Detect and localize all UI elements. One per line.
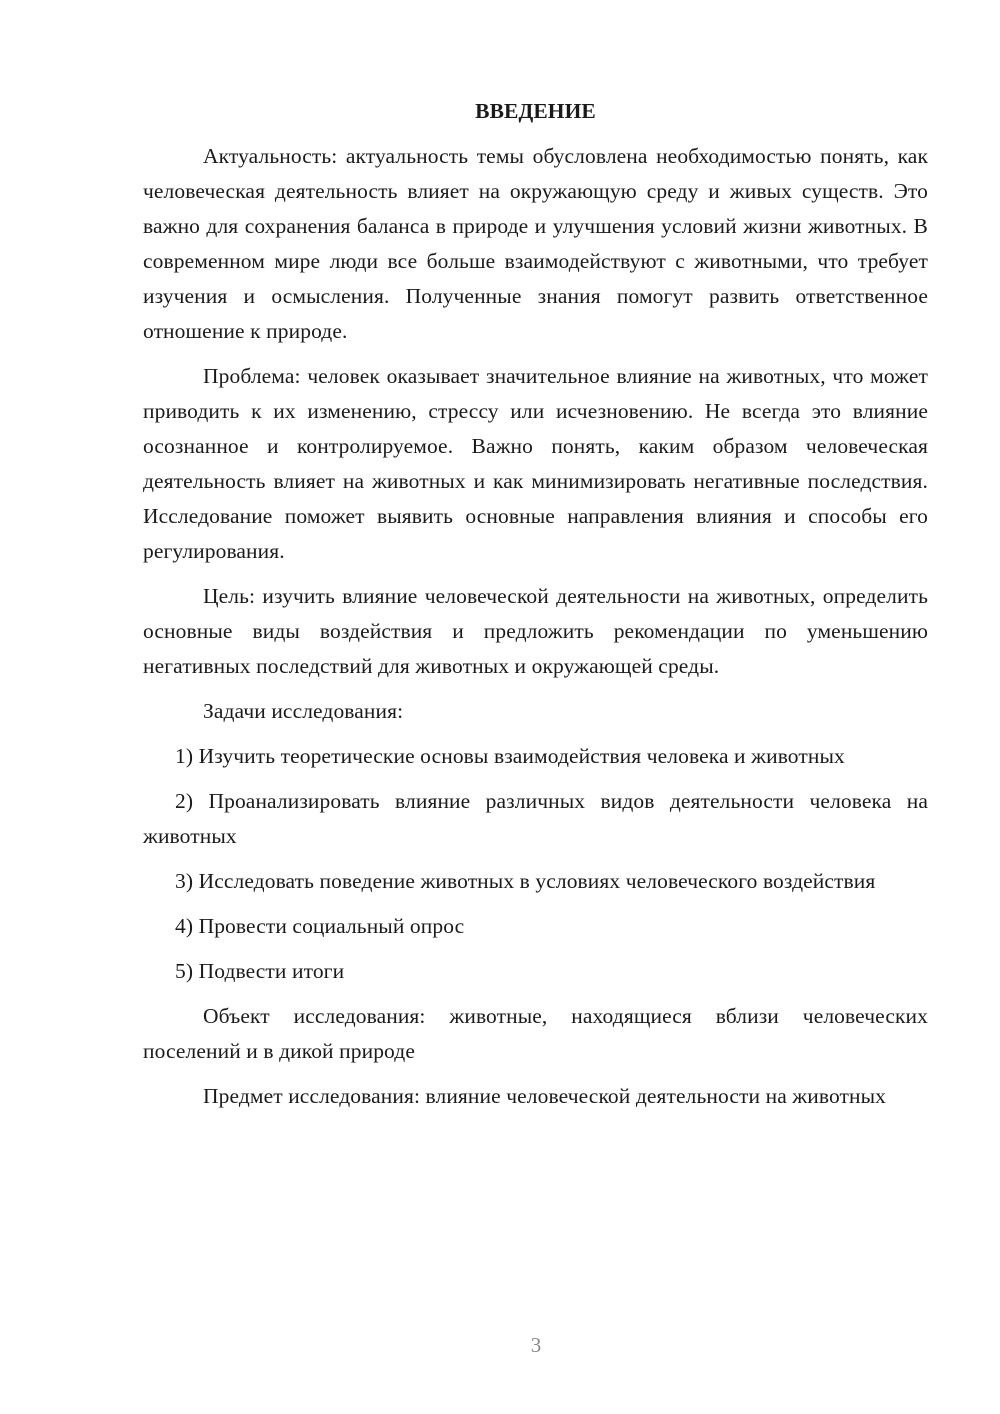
page-number: 3 — [530, 1333, 542, 1357]
task-item-1: 1) Изучить теоретические основы взаимодействия человека и животных — [175, 744, 845, 768]
task-item-4: 4) Провести социальный опрос — [175, 914, 465, 938]
task-item-2: 2) Проанализировать влияние различных видов деятельности человека на животных — [143, 789, 928, 848]
page-content — [143, 94, 928, 1124]
task-item-5: 5) Подвести итоги — [175, 959, 345, 983]
section-title: ВВЕДЕНИЕ — [475, 99, 596, 123]
problem-paragraph: Проблема: человек оказывает значительное влияние на животных, что может приводить к их изменению, стрессу или исчезновению. Не всегда это влияние осознанное и контролируемое. Важно понять, каким образом человеческая деятельность влияет на животных и как минимизировать негативные последствия. Исследование поможет выявить основные направления влияния и способы его регулирования. — [143, 364, 928, 563]
task-item-3: 3) Исследовать поведение животных в условиях человеческого воздействия — [175, 869, 876, 893]
subject-paragraph: Предмет исследования: влияние человеческой деятельности на животных — [203, 1084, 887, 1108]
goal-paragraph: Цель: изучить влияние человеческой деятельности на животных, определить основные виды воздействия и предложить рекомендации по уменьшению негативных последствий для животных и окружающей среды. — [143, 584, 928, 678]
object-paragraph: Объект исследования: животные, находящиеся вблизи человеческих поселений и в дикой природе — [143, 1004, 928, 1063]
relevance-paragraph: Актуальность: актуальность темы обусловлена необходимостью понять, как человеческая деятельность влияет на окружающую среду и живых существ. Это важно для сохранения баланса в природе и улучшения условий жизни животных. В современном мире люди все больше взаимодействуют с животными, что требует изучения и осмысления. Полученные знания помогут развить ответственное отношение к природе. — [143, 144, 928, 343]
tasks-heading: Задачи исследования: — [203, 699, 404, 723]
